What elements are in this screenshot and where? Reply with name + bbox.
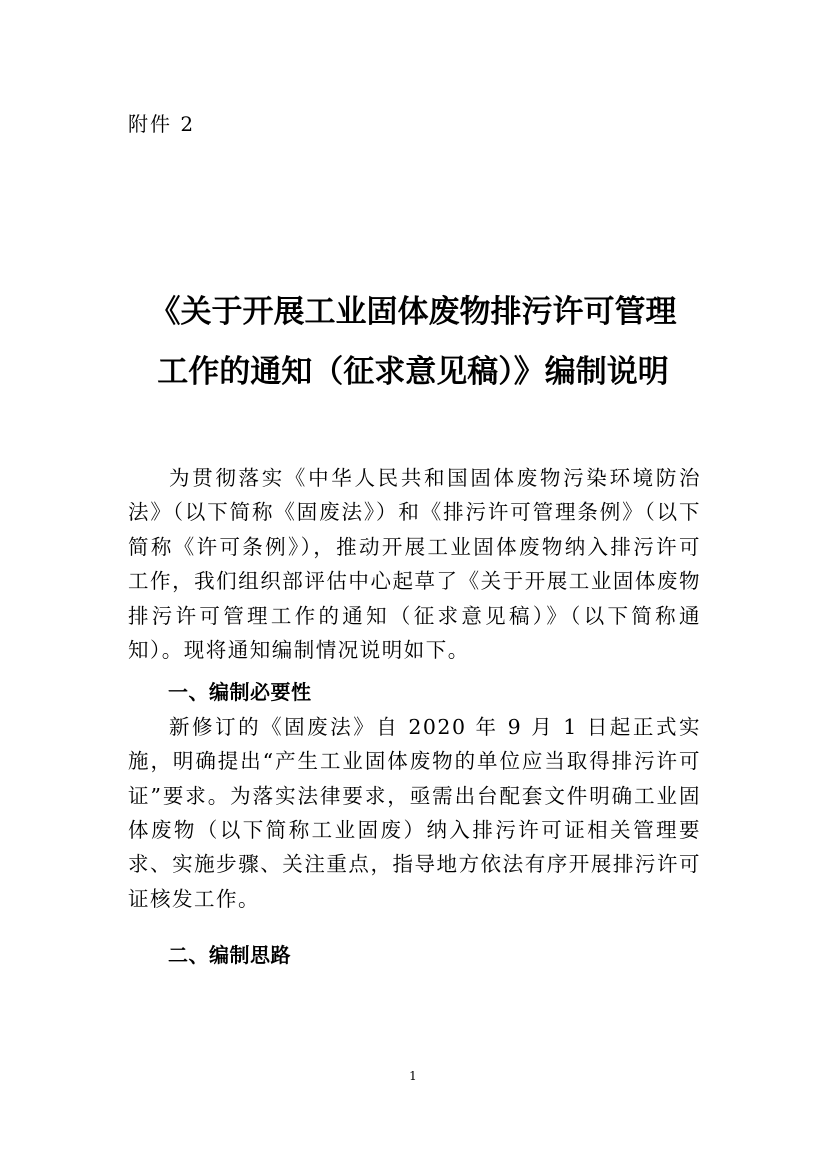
attachment-label: 附件 2: [128, 112, 196, 136]
document-title: [100, 282, 726, 402]
page-number: 1: [409, 1069, 417, 1083]
document-body: [128, 461, 701, 973]
section-paragraph-necessity: 新修订的《固废法》自 2020 年 9 月 1 日起正式实施，明确提出“产生工业固体废物的单位应当取得排污许可证”要求。为落实法律要求，亟需出台配套文件明确工业固体废物（以下简称工业固废）纳入排污许可证相关管理要求、实施步骤、关注重点，指导地方依法有序开展排污许可证核发工作。: [128, 714, 701, 911]
title-line-1: 《关于开展工业固体废物排污许可管理: [149, 294, 677, 330]
title-line-2: 工作的通知（征求意见稿）》编制说明: [157, 354, 669, 390]
spacer: [128, 916, 701, 938]
intro-paragraph: 为贯彻落实《中华人民共和国固体废物污染环境防治法》（以下简称《固废法》）和《排污许可管理条例》（以下简称《许可条例》），推动开展工业固体废物纳入排污许可工作，我们组织部评估中心起草了《关于开展工业固体废物排污许可管理工作的通知（征求意见稿）》（以下简称通知）。现将通知编制情况说明如下。: [128, 466, 701, 663]
section-heading-necessity: 一、编制必要性: [168, 680, 312, 705]
spacer: [128, 667, 701, 675]
section-heading-approach: 二、编制思路: [168, 943, 291, 968]
